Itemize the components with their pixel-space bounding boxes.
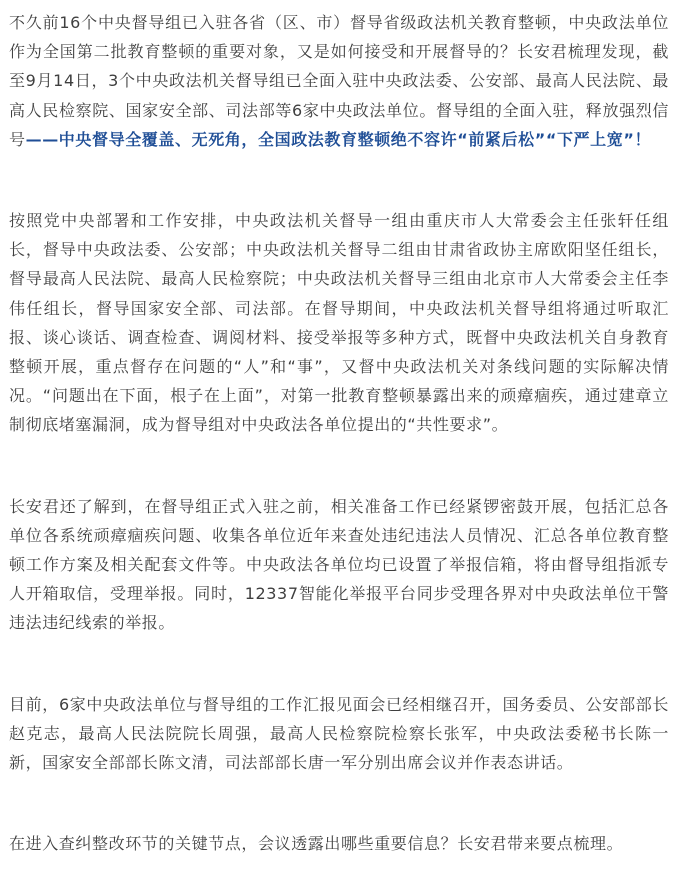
paragraph-intro: [9, 8, 669, 154]
intro-text: 不久前16个中央督导组已入驻各省（区、市）督导省级政法机关教育整顿，中央政法单位作为全国第二批教育整顿的重要对象，又是如何接受和开展督导的？长安君梳理发现，截至9月14日，3个中央政法机关督导组已全面入驻中央政法委、公安部、最高人民法院、最高人民检察院、国家安全部、司法部等6家中央政法单位。督导组的全面入驻，释放强烈信号: [9, 13, 669, 149]
intro-emphasis-text: ——中央督导全覆盖、无死角，全国政法教育整顿绝不容许“前紧后松”“下严上宽”！: [25, 129, 652, 149]
paragraph-closing: 在进入查纠整改环节的关键节点，会议透露出哪些重要信息？长安君带来要点梳理。: [9, 834, 624, 854]
paragraph-meetings: 目前，6家中央政法单位与督导组的工作汇报见面会已经相继召开，国务委员、公安部部长赵克志，最高人民法院院长周强，最高人民检察院检察长张军，中央政法委秘书长陈一新，国家安全部部长陈文清，司法部部长唐一军分别出席会议并作表态讲话。: [9, 694, 669, 773]
article-body: [9, 8, 669, 858]
paragraph-preparation: 长安君还了解到，在督导组正式入驻之前，相关准备工作已经紧锣密鼓开展，包括汇总各单位各系统顽瘴痼疾问题、收集各单位近年来查处违纪违法人员情况、汇总各单位教育整顿工作方案及相关配套文件等。中央政法各单位均已设置了举报信箱，将由督导组指派专人开箱取信，受理举报。同时，12337智能化举报平台同步受理各界对中央政法单位干警违法违纪线索的举报。: [9, 496, 669, 633]
paragraph-supervision-groups: 按照党中央部署和工作安排，中央政法机关督导一组由重庆市人大常委会主任张轩任组长，督导中央政法委、公安部；中央政法机关督导二组由甘肃省政协主席欧阳坚任组长，督导最高人民法院、最高人民检察院；中央政法机关督导三组由北京市人大常委会主任李伟任组长，督导国家安全部、司法部。在督导期间，中央政法机关督导组将通过听取汇报、谈心谈话、调查检查、调阅材料、接受举报等多种方式，既督中央政法机关自身教育整顿开展，重点督存在问题的“人”和“事”，又督中央政法机关对条线问题的实际解决情况。“问题出在下面，根子在上面”，对第一批教育整顿暴露出来的顽瘴痼疾，通过建章立制彻底堵塞漏洞，成为督导组对中央政法各单位提出的“共性要求”。: [9, 211, 669, 435]
